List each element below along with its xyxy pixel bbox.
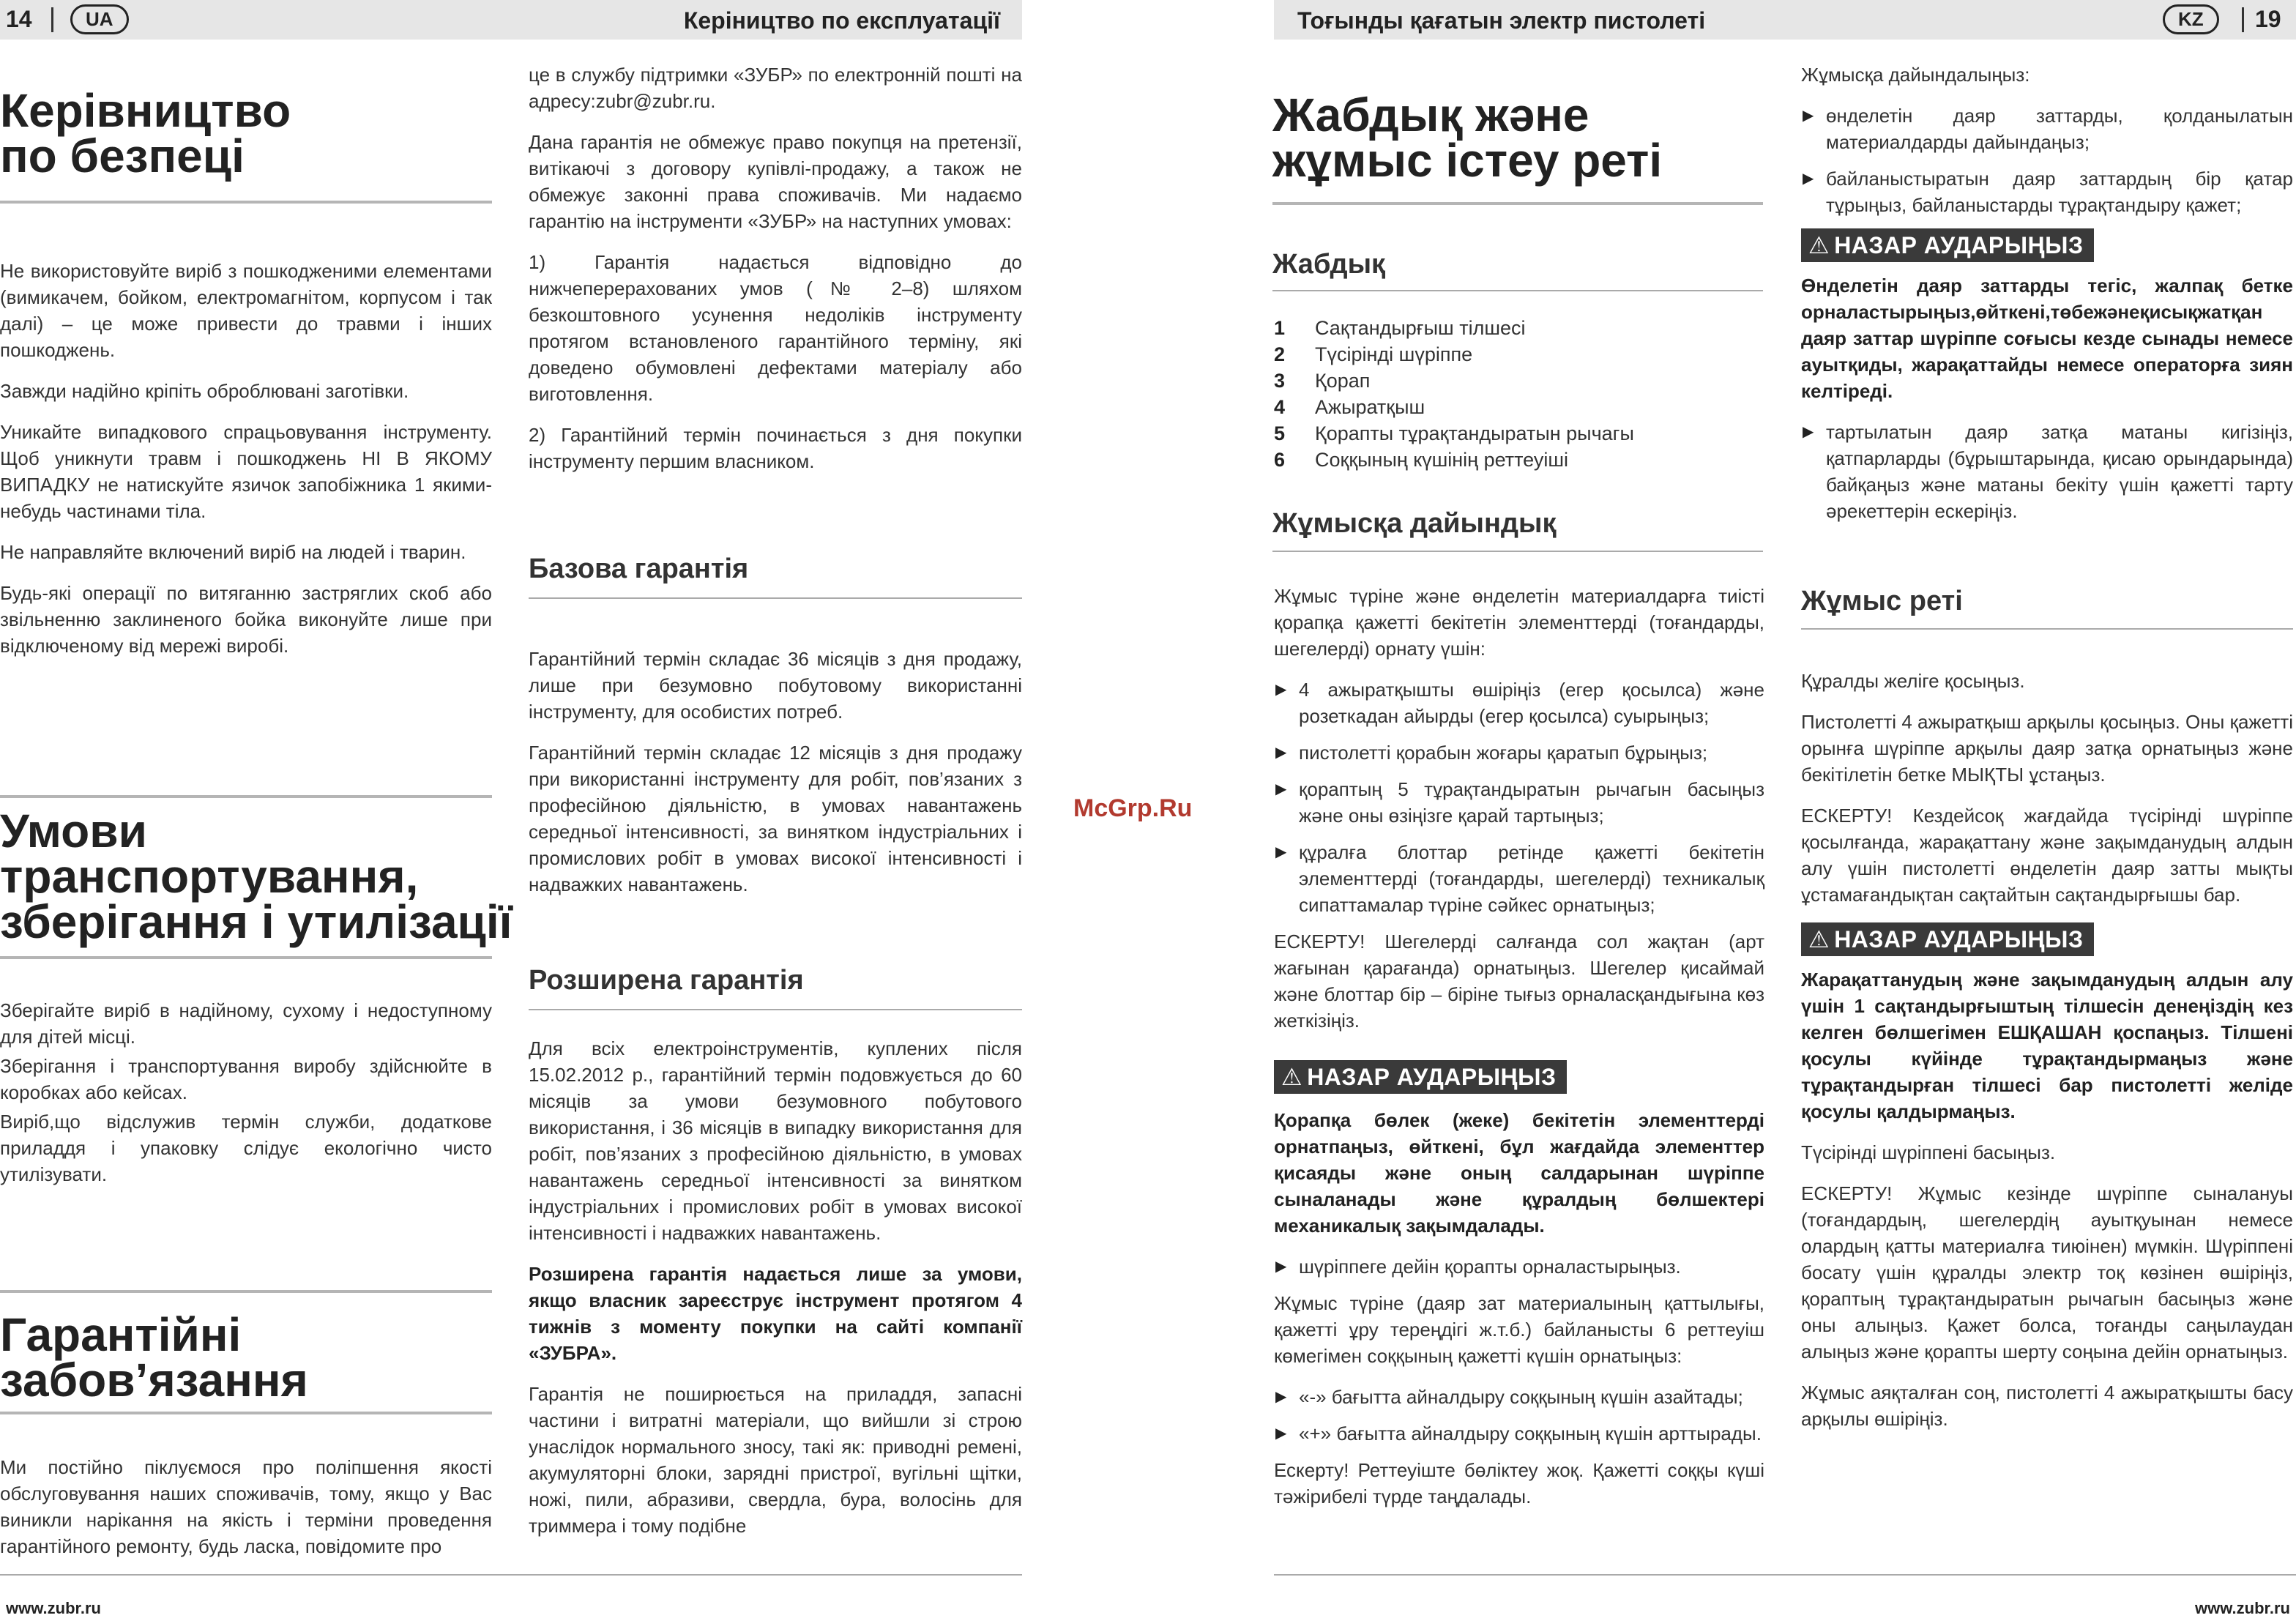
list-item: ▶ 4 ажыратқышты өшіріңіз (егер қосылса) және розеткадан айырды (егер қосылса) суырыңыз; bbox=[1274, 676, 1764, 729]
list-item: 4 Ажыратқыш bbox=[1274, 396, 1425, 418]
left-page-header bbox=[0, 0, 1022, 40]
paragraph: Гарантія не поширюється на приладдя, запасні частини і витратні матеріали, що вийшли зі строю унаслідок нормального зносу, такі як: приводні ремені, акумуляторні блоки, зарядні пристрої, вугільні щітки, ножі, пили, абразиви, свердла, бура, волосінь для триммера і тому подібне bbox=[529, 1383, 1022, 1537]
warning-badge: ⚠ НАЗАР АУДАРЫҢЫЗ bbox=[1274, 1060, 1567, 1094]
main-title: Жабдық және жұмыс істеу реті bbox=[1272, 89, 1663, 187]
paragraph: Түсірінді шүріппені басыңыз. bbox=[1801, 1141, 2056, 1163]
list-item: ▶ құралға блоттар ретінде қажетті бекітетін элементтерді (тоғандарды, шегелерді) техникалық сипаттамалар түріне сәйкес орнатыңыз; bbox=[1274, 839, 1764, 918]
paragraph: Ми постійно піклуємося про поліпшення якості обслуговування наших споживачів, тому, якщо у Вас виникли нарікання на якість і терміни проведення гарантійного ремонту, будь ласка, повідомите про bbox=[0, 1456, 492, 1557]
right-page-header bbox=[1274, 0, 2296, 40]
warning-icon: ⚠ bbox=[1281, 1064, 1303, 1090]
divider bbox=[529, 597, 1022, 599]
transport-title: Умови транспортування, зберігання і утилізації bbox=[0, 805, 512, 948]
paragraph: Не використовуйте виріб з пошкодженими елементами (вимикачем, бойком, електромагнітом, корпусом і так далі) – це може привести до травми і інших пошкоджень. bbox=[0, 260, 492, 361]
work-order-section bbox=[1801, 668, 2293, 1447]
right-header-title: Тоғынды қағатын электр пистолеті bbox=[1297, 7, 1706, 34]
divider bbox=[0, 956, 492, 959]
right-page-number: 19 bbox=[2255, 6, 2281, 32]
paragraph: Жұмыс түріне (даяр зат материалының қаттылығы, қажетті ұру тереңдігі ж.т.б.) байланысты 6 реттеуіш көмегімен соққының қажетті күшін орнатыңыз: bbox=[1274, 1292, 1764, 1367]
warning-text: Өнделетін даяр заттарды тегіс, жалпақ бетке орналастырыңыз,өйткені,төбежәнеқисықжатқан даяр заттар шүріппе соғысы кезде сынады немесе ауытқиды, жарақаттайды немесе операторға зиян келтіреді. bbox=[1801, 275, 2293, 402]
paragraph: Гарантійний термін складає 36 місяців з дня продажу, лише при безумовно побутовому використанні інструменту, для особистих потреб. bbox=[529, 648, 1022, 723]
warning-icon: ⚠ bbox=[1808, 232, 1830, 258]
list-item: ▶ пистолетті қорабын жоғары қаратып бұрыңыз; bbox=[1274, 739, 1764, 766]
paragraph: Виріб,що відслужив термін служби, додаткове приладдя і упаковку слідує екологічно чисто утилізувати. bbox=[0, 1111, 492, 1185]
list-item: ▶ «+» бағытта айналдыру соққының күшін арттырады. bbox=[1274, 1420, 1764, 1447]
warning-icon: ⚠ bbox=[1808, 926, 1830, 952]
paragraph: Не направляйте включений виріб на людей і тварин. bbox=[0, 541, 466, 563]
paragraph: Зберігайте виріб в надійному, сухому і недоступному для дітей місці. bbox=[0, 999, 492, 1048]
lang-badge-ua: UA bbox=[70, 4, 129, 34]
warning-badge: ⚠ НАЗАР АУДАРЫҢЫЗ bbox=[1801, 922, 2094, 956]
header-separator bbox=[51, 7, 53, 32]
equipment-list bbox=[1274, 315, 1764, 473]
footer-rule bbox=[1274, 1574, 2296, 1576]
divider bbox=[1272, 551, 1763, 552]
list-item: ▶ «-» бағытта айналдыру соққының күшін азайтады; bbox=[1274, 1384, 1764, 1410]
paragraph: Розширена гарантія надається лише за умови, якщо власник зареєструє інструмент протягом 4 тижнів з моменту покупки на сайті компанії «ЗУБРА». bbox=[529, 1263, 1022, 1364]
list-item: 3 Қорап bbox=[1274, 370, 1371, 392]
paragraph: Завжди надійно кріпіть оброблювані заготівки. bbox=[0, 380, 409, 402]
list-item: 5 Қорапты тұрақтандыратын рычагы bbox=[1274, 422, 1634, 444]
left-column-2 bbox=[529, 61, 1022, 489]
paragraph: Пистолетті 4 ажыратқыш арқылы қосыңыз. Оны қажетті орынға шүріппе арқылы даяр затқа орнатыңыз және бекітілетін бетке МЫҚТЫ ұстаңыз. bbox=[1801, 711, 2293, 786]
list-item: ▶ байланыстыратын даяр заттардың бір қатар тұрыңыз, байланыстарды тұрақтандыру қажет; bbox=[1801, 165, 2293, 218]
paragraph: Гарантійний термін складає 12 місяців з дня продажу при використанні інструменту для робіт, пов’язаних з професійною діяльністю, в умовах навантажень середньої інтенсивності, за винятком індустріальних і промислових робіт в умовах високої інтенсивності і надважких навантажень. bbox=[529, 742, 1022, 895]
divider bbox=[1272, 290, 1763, 291]
work-order-title: Жұмыс реті bbox=[1801, 586, 1963, 616]
list-item: ▶ өнделетін даяр заттарды, қолданылатын материалдарды дайындаңыз; bbox=[1801, 102, 2293, 155]
paragraph: Жұмыс түріне және өнделетін материалдарға тиісті қорапқа қажетті бекітетін элементтерді (тоғандарды, шегелерді) орнату үшін: bbox=[1274, 585, 1764, 660]
warranty-text bbox=[0, 1454, 492, 1574]
paragraph: Жұмыс аяқталған соң, пистолетті 4 ажыратқышты басу арқылы өшіріңіз. bbox=[1801, 1382, 2293, 1430]
extended-warranty-title: Розширена гарантія bbox=[529, 965, 804, 996]
warning-badge: ⚠ НАЗАР АУДАРЫҢЫЗ bbox=[1801, 228, 2094, 262]
right-footer-link[interactable]: www.zubr.ru bbox=[2195, 1599, 2290, 1617]
paragraph: Уникайте випадкового спрацьовування інструменту. Щоб уникнути травм і пошкоджень НІ В ЯКОМУ ВИПАДКУ не натискуйте язичок запобіжника 1 якими-небудь частинами тіла. bbox=[0, 421, 492, 522]
safety-text bbox=[0, 258, 492, 674]
divider bbox=[0, 795, 492, 798]
warning-text: Қорапқа бөлек (жеке) бекітетін элементтерді орнатпаңыз, өйткені, бұл жағдайда элементтер қисаяды және оның салдарынан шүріппе сыналанады және құралдың бөлшектері механикалық зақымдалады. bbox=[1274, 1109, 1764, 1237]
divider bbox=[0, 201, 492, 204]
note: ЕСКЕРТУ! Шегелерді салғанда сол жақтан (арт жағынан қарағанда) орнатыңыз. Шегелер қисаймай және блоттар бір – біріне тығыз орналасқандығына көз жеткізіңіз. bbox=[1274, 931, 1764, 1032]
safety-title: Керівництво по безпеці bbox=[0, 84, 291, 182]
list-item: ▶ шүріппеге дейін қорапты орналастырыңыз. bbox=[1274, 1253, 1764, 1280]
base-warranty-text bbox=[529, 646, 1022, 912]
header-separator bbox=[2242, 7, 2244, 32]
left-footer-link[interactable]: www.zubr.ru bbox=[6, 1599, 101, 1617]
list-item: ▶ тартылатын даяр затқа матаны кигізіңіз, қатпарларды (бұрыштарында, қисаю орындарында) байқаңыз және матаны бекіту үшін қажетті тарту әрекеттерін ескеріңіз. bbox=[1801, 419, 2293, 524]
left-column-1 bbox=[0, 84, 492, 182]
paragraph: це в службу підтримки «ЗУБР» по електронній пошті на адресу:zubr@zubr.ru. bbox=[529, 64, 1022, 112]
paragraph: Будь-які операції по витяганню застряглих скоб або звільненню заклиненого бойка виконуйте лише при відключеному від мережі виробі. bbox=[0, 582, 492, 657]
base-warranty-title: Базова гарантія bbox=[529, 553, 749, 584]
list-item: ▶ қораптың 5 тұрақтандыратын рычагын басыңыз және оны өзіңізге қарай тартыңыз; bbox=[1274, 776, 1764, 829]
paragraph: Дана гарантія не обмежує право покупця на претензії, витікаючі з договору купівлі-продажу, а також не обмежує законні права споживачів. Ми надаємо гарантію на інструменти «ЗУБР» на наступних умовах: bbox=[529, 131, 1022, 232]
paragraph: Жұмысқа дайындалыңыз: bbox=[1801, 64, 2030, 86]
divider bbox=[0, 1290, 492, 1293]
preparation-section bbox=[1274, 583, 1764, 1524]
warning-text: Жарақаттанудың және зақымданудың алдын алу үшін 1 сақтандырғыштың тілшесін денеңіздің кез келген бөлшегімен ЕШҚАШАН қоспаңыз. Тілшені қосулы күйінде тұрақтандырмаңыз және тұрақтандырған тілшесі бар пистолетті желіде қосулы қалдырмаңыз. bbox=[1801, 969, 2293, 1122]
divider bbox=[1272, 202, 1763, 205]
left-page-number: 14 bbox=[6, 6, 32, 32]
warranty-title: Гарантійні забов’язання bbox=[0, 1308, 308, 1406]
divider bbox=[1801, 628, 2293, 630]
right-column-2 bbox=[1801, 61, 2293, 534]
paragraph: ЕСКЕРТУ! Жұмыс кезінде шүріппе сыналануы (тоғандардың, шегелердің ауытқуынан немесе олардың қатты материалға тиюінен) мүмкін. Шүріппені босату үшін құралды электр тоқ көзінен өшіріңіз, қорaптың тұрақтандыратын рычагын басыңыз және оны алыңыз. Қажет болса, тоғанды саңылаудан алыңыз және қорапты шерту соңына дейін орнатыңыз. bbox=[1801, 1182, 2293, 1362]
note: Ескерту! Реттеуіште бөліктеу жоқ. Қажетті соққы күші тәжірибелі түрде таңдалады. bbox=[1274, 1459, 1764, 1507]
lang-badge-kz: KZ bbox=[2163, 4, 2219, 34]
paragraph: ЕСКЕРТУ! Кездейсоқ жағдайда түсірінді шүріппе қосылғанда, жарақаттану және зақымданудың алдын алу үшін пистолетті өнделетін даяр затты мықты ұстамағандықтан сақтайтын сақтандырғышы бар. bbox=[1801, 805, 2293, 906]
paragraph: Құралды желіге қосыңыз. bbox=[1801, 670, 2025, 692]
divider bbox=[0, 1412, 492, 1414]
list-item: 2 Түсірінді шүріппе bbox=[1274, 343, 1473, 365]
paragraph: Зберігання і транспортування виробу здійснюйте в коробках або кейсах. bbox=[0, 1055, 492, 1103]
footer-rule bbox=[0, 1574, 1022, 1576]
equipment-title: Жабдық bbox=[1272, 249, 1386, 280]
extended-warranty-text bbox=[529, 1035, 1022, 1554]
left-header-title: Керіництво по експлуатації bbox=[683, 7, 1000, 34]
watermark: McGrp.Ru bbox=[1073, 794, 1193, 822]
list-item: 6 Соққының күшінің реттеуіші bbox=[1274, 449, 1569, 471]
list-item: 1 Сақтандырғыш тілшесі bbox=[1274, 317, 1526, 339]
paragraph: Для всіх електроінструментів, куплених після 15.02.2012 р., гарантійний термін подовжується до 60 місяців за умови безумовного побутового використання, і 36 місяців в випадку використання для робіт, пов’язаних з професійною діяльністю, в умовах навантажень середньої інтенсивності за винятком індустріальних і промислових робіт в умовах високої інтенсивності і надважких навантажень. bbox=[529, 1037, 1022, 1244]
preparation-title: Жұмысқа дайындық bbox=[1272, 508, 1557, 539]
transport-text bbox=[0, 997, 492, 1202]
paragraph: 2) Гарантійний термін починається з дня покупки інструменту першим власником. bbox=[529, 424, 1022, 472]
paragraph: 1) Гарантія надається відповідно до нижчеперерахованих умов (№ 2–8) шляхом безкоштовного усунення недоліків інструменту протягом встановленого гарантійного терміну, які доведено обумовлені дефектами матеріалу або виготовлення. bbox=[529, 251, 1022, 405]
divider bbox=[529, 1009, 1022, 1010]
